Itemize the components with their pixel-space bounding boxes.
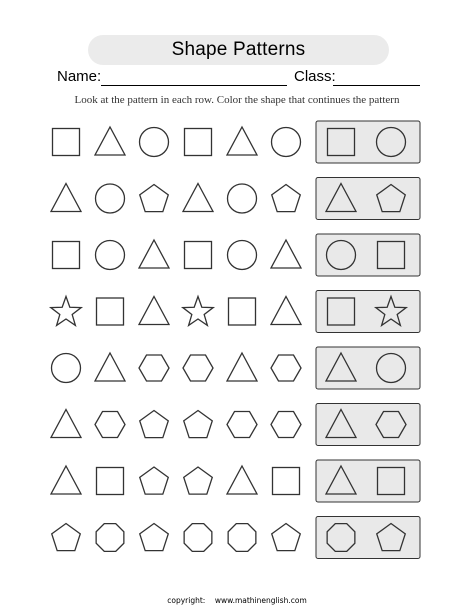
triangle-icon [95, 127, 125, 155]
pattern-row [51, 404, 420, 446]
copyright-label: copyright: [167, 596, 206, 605]
pattern-row [52, 517, 420, 559]
triangle-icon [271, 240, 301, 268]
square-icon [185, 129, 212, 156]
star-icon [183, 297, 213, 326]
answer-choice-box [316, 121, 420, 163]
hexagon-icon [271, 355, 301, 381]
triangle-icon [139, 297, 169, 325]
name-label: Name: [57, 68, 102, 85]
square-icon [185, 242, 212, 269]
octagon-icon [184, 524, 212, 552]
triangle-icon [51, 184, 81, 212]
pattern-row [51, 460, 420, 502]
triangle-icon [51, 466, 81, 494]
triangle-icon [227, 466, 257, 494]
pentagon-icon [272, 185, 301, 212]
pentagon-icon [140, 411, 169, 438]
hexagon-icon [139, 355, 169, 381]
circle-icon [96, 241, 125, 270]
triangle-icon [227, 353, 257, 381]
circle-icon [272, 128, 301, 157]
pentagon-icon [272, 524, 301, 551]
answer-choice-box [316, 347, 420, 389]
copyright-line [0, 596, 474, 605]
circle-icon [140, 128, 169, 157]
answer-choice-box [316, 291, 420, 333]
hexagon-icon [183, 355, 213, 381]
hexagon-icon [271, 412, 301, 438]
square-icon [97, 468, 124, 495]
pentagon-icon [140, 185, 169, 212]
circle-icon [96, 184, 125, 213]
copyright-site: www.mathinenglish.com [214, 596, 307, 605]
answer-choice-box [316, 404, 420, 446]
pentagon-icon [184, 467, 213, 494]
triangle-icon [271, 297, 301, 325]
pattern-row [51, 291, 420, 333]
circle-icon [228, 241, 257, 270]
triangle-icon [139, 240, 169, 268]
hexagon-icon [227, 412, 257, 438]
square-icon [53, 129, 80, 156]
pentagon-icon [52, 524, 81, 551]
triangle-icon [95, 353, 125, 381]
triangle-icon [183, 184, 213, 212]
instructions: Look at the pattern in each row. Color the shape that continues the pattern [74, 94, 400, 106]
square-icon [97, 298, 124, 325]
triangle-icon [51, 410, 81, 438]
star-icon [51, 297, 81, 326]
triangle-icon [227, 127, 257, 155]
octagon-icon [228, 524, 256, 552]
pattern-row [51, 178, 420, 220]
pattern-row [52, 347, 421, 389]
square-icon [273, 468, 300, 495]
page-title: Shape Patterns [171, 39, 306, 60]
square-icon [229, 298, 256, 325]
circle-icon [228, 184, 257, 213]
circle-icon [52, 354, 81, 383]
octagon-icon [96, 524, 124, 552]
pentagon-icon [140, 524, 169, 551]
class-label: Class: [294, 68, 336, 85]
pentagon-icon [184, 411, 213, 438]
pattern-row [53, 234, 421, 276]
square-icon [53, 242, 80, 269]
pentagon-icon [140, 467, 169, 494]
hexagon-icon [95, 412, 125, 438]
pattern-row [53, 121, 421, 163]
